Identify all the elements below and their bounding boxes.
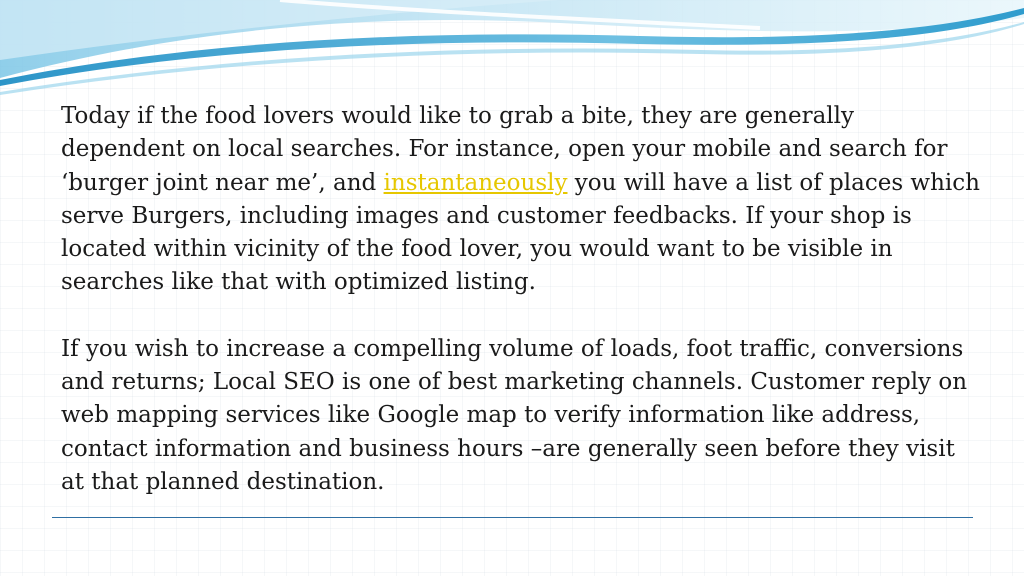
instantaneously-link[interactable]: instantaneously <box>383 169 568 196</box>
bottom-divider <box>52 517 973 518</box>
paragraph-1-text-start: Today if the food lovers would like to grab a bite, they are generally dependent on local searches. For instance, open your mobile and search for ‘burger joint near me’, and <box>61 103 948 196</box>
paragraph-1-text-end: you will have a list of places which serve Burgers, including images and customer feedbacks. If your shop is located within vicinity of the food lover, you would want to be visible in searches like that with optimized listing. <box>61 169 980 296</box>
paragraph-1 <box>61 100 981 300</box>
body-text <box>61 100 981 499</box>
paragraph-2: If you wish to increase a compelling volume of loads, foot traffic, conversions and returns; Local SEO is one of best marketing channels. Customer reply on web mapping services like Google map to verify information like address, contact information and business hours –are generally seen before they visit at that planned destination. <box>61 335 968 495</box>
header-wave-decoration <box>0 0 1024 110</box>
